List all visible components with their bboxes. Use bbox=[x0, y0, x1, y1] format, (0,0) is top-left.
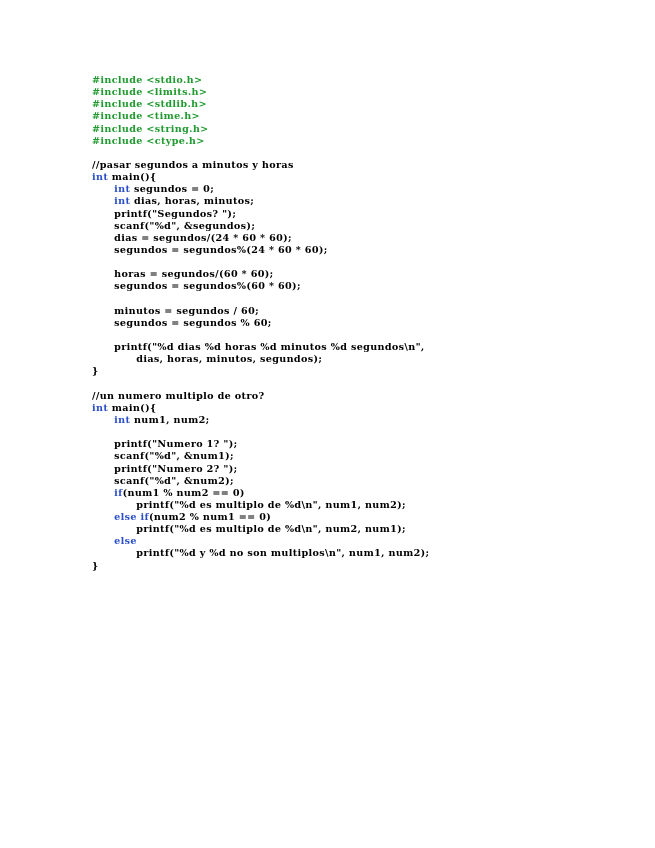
preprocessor-directive: #include <stdio.h> bbox=[92, 75, 203, 86]
code-text: printf("Numero 1? "); bbox=[92, 439, 238, 451]
code-text: segundos = segundos % 60; bbox=[92, 317, 272, 329]
code-line bbox=[92, 245, 632, 257]
code-text: segundos = segundos%(24 * 60 * 60); bbox=[92, 244, 328, 256]
code-text: printf("%d es multiplo de %d\n", num2, num1); bbox=[92, 524, 406, 536]
code-line bbox=[92, 196, 632, 208]
code-line bbox=[92, 281, 632, 293]
code-line bbox=[92, 75, 632, 87]
preprocessor-directive: #include <limits.h> bbox=[92, 87, 208, 99]
code-text: (num1 % num2 == 0) bbox=[122, 487, 245, 499]
code-line bbox=[92, 354, 632, 366]
blank-line bbox=[92, 427, 632, 439]
code-text: segundos = 0; bbox=[130, 184, 215, 196]
code-text bbox=[92, 184, 114, 195]
code-text: } bbox=[92, 560, 99, 572]
code-text bbox=[92, 512, 114, 523]
code-text: printf("Numero 2? "); bbox=[92, 463, 238, 475]
keyword: int bbox=[114, 184, 131, 196]
code-text: printf("Segundos? "); bbox=[92, 208, 237, 220]
code-line bbox=[92, 524, 632, 536]
code-text bbox=[92, 488, 114, 499]
keyword: if bbox=[140, 512, 149, 524]
code-text: printf("%d y %d no son multiplos\n", num1, num2); bbox=[92, 548, 430, 560]
keyword: else bbox=[114, 536, 137, 548]
code-line bbox=[92, 561, 632, 573]
code-line bbox=[92, 476, 632, 488]
code-line bbox=[92, 221, 632, 233]
code-line bbox=[92, 87, 632, 99]
preprocessor-directive: #include <time.h> bbox=[92, 111, 200, 123]
code-text: minutos = segundos / 60; bbox=[92, 305, 259, 317]
keyword: int bbox=[114, 196, 131, 208]
blank-line bbox=[92, 294, 632, 306]
code-line bbox=[92, 512, 632, 524]
code-text bbox=[92, 196, 114, 207]
preprocessor-directive: #include <string.h> bbox=[92, 123, 209, 135]
code-line bbox=[92, 439, 632, 451]
code-text: main(){ bbox=[108, 402, 157, 414]
code-text: dias = segundos/(24 * 60 * 60); bbox=[92, 232, 292, 244]
code-line bbox=[92, 209, 632, 221]
code-line bbox=[92, 403, 632, 415]
code-text: printf("%d es multiplo de %d\n", num1, num2); bbox=[92, 499, 406, 511]
code-line bbox=[92, 184, 632, 196]
code-text: scanf("%d", &num1); bbox=[92, 451, 234, 463]
blank-line bbox=[92, 379, 632, 391]
code-line bbox=[92, 488, 632, 500]
code-line bbox=[92, 464, 632, 476]
keyword: if bbox=[114, 487, 123, 499]
code-line bbox=[92, 536, 632, 548]
code-text bbox=[92, 536, 114, 547]
code-line bbox=[92, 318, 632, 330]
code-line bbox=[92, 172, 632, 184]
code-line bbox=[92, 124, 632, 136]
preprocessor-directive: #include <ctype.h> bbox=[92, 135, 205, 147]
code-text: scanf("%d", &segundos); bbox=[92, 220, 256, 232]
blank-line bbox=[92, 148, 632, 160]
code-line bbox=[92, 366, 632, 378]
code-line bbox=[92, 233, 632, 245]
code-line bbox=[92, 451, 632, 463]
preprocessor-directive: #include <stdlib.h> bbox=[92, 99, 207, 111]
code-line bbox=[92, 99, 632, 111]
code-text bbox=[92, 415, 114, 426]
code-line bbox=[92, 269, 632, 281]
code-text: dias, horas, minutos; bbox=[130, 196, 255, 208]
code-line bbox=[92, 415, 632, 427]
blank-line bbox=[92, 330, 632, 342]
code-line bbox=[92, 136, 632, 148]
code-line bbox=[92, 500, 632, 512]
code-text: //un numero multiplo de otro? bbox=[92, 390, 265, 402]
code-text: scanf("%d", &num2); bbox=[92, 475, 234, 487]
code-text: //pasar segundos a minutos y horas bbox=[92, 159, 294, 171]
keyword: else bbox=[114, 512, 137, 524]
code-text: dias, horas, minutos, segundos); bbox=[92, 354, 323, 366]
code-text: printf("%d dias %d horas %d minutos %d segundos\n", bbox=[92, 342, 425, 354]
code-text: horas = segundos/(60 * 60); bbox=[92, 269, 274, 281]
keyword: int bbox=[92, 172, 109, 184]
code-text: num1, num2; bbox=[130, 414, 210, 426]
code-line bbox=[92, 306, 632, 318]
code-line bbox=[92, 111, 632, 123]
code-line bbox=[92, 342, 632, 354]
code-text: (num2 % num1 == 0) bbox=[148, 512, 272, 524]
code-listing bbox=[92, 75, 632, 573]
keyword: int bbox=[92, 402, 109, 414]
code-text: segundos = segundos%(60 * 60); bbox=[92, 281, 301, 293]
code-line bbox=[92, 548, 632, 560]
blank-line bbox=[92, 257, 632, 269]
keyword: int bbox=[114, 414, 131, 426]
code-line bbox=[92, 391, 632, 403]
code-text: } bbox=[92, 366, 99, 378]
code-line bbox=[92, 160, 632, 172]
code-text: main(){ bbox=[108, 172, 157, 184]
